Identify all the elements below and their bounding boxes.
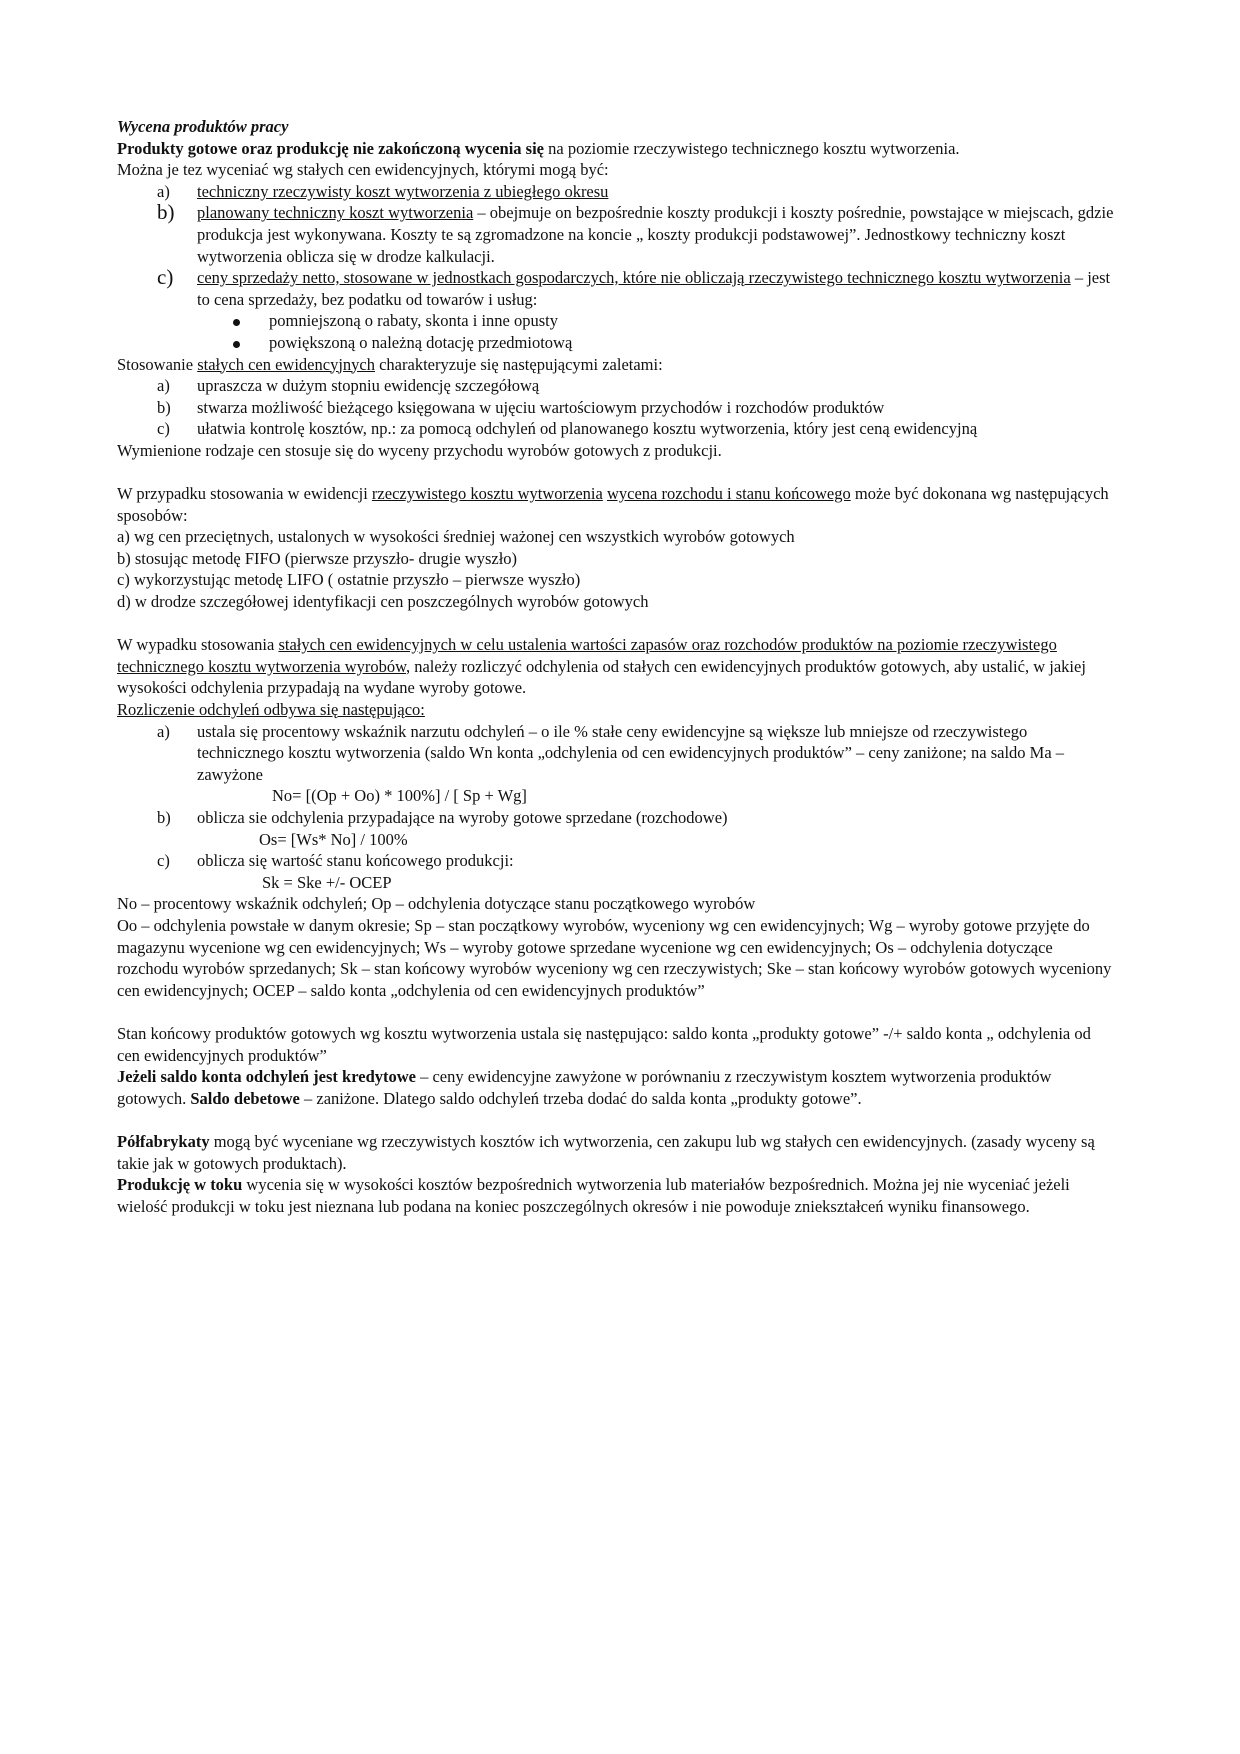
paragraph-fixed-prices: Można je tez wyceniać wg stałych cen ewidencyjnych, którymi mogą być: [117,160,609,180]
list-item: b) planowany techniczny koszt wytworzenia – obejmuje on bezpośrednie koszty produkcji i koszty pośrednie, powstające w miejscach, gdzie produkcja jest wykonywana. Koszty te są zgromadzone na koncie „ koszty produkcji podstawowej”. Jednostkowy techniczny koszt wytworzenia oblicza się w drodze kalkulacji. [157,200,1114,266]
list-item: c) oblicza się wartość stanu końcowego produkcji: [157,851,514,871]
method-item: c) wykorzystując metodę LIFO ( ostatnie przyszło – pierwsze wyszło) [117,570,581,590]
paragraph-intro: Produkty gotowe oraz produkcję nie zakończoną wycenia się na poziomie rzeczywistego technicznego kosztu wytworzenia. [117,138,960,158]
paragraph-credit-balance: Jeżeli saldo konta odchyleń jest kredytowe – ceny ewidencyjne zawyżone w porównaniu z rzeczywistym kosztem wytworzenia produktów gotowych. Saldo debetowe – zaniżone. Dlatego saldo odchyleń trzeba dodać do salda konta „produkty gotowe”. [117,1067,1052,1108]
paragraph-settlement-heading: Rozliczenie odchyleń odbywa się następująco: [117,700,425,720]
list-item: c) ceny sprzedaży netto, stosowane w jednostkach gospodarczych, które nie obliczają rzeczywistego technicznego kosztu wytworzenia – jest to cena sprzedaży, bez podatku od towarów i usług: [157,265,1111,309]
list-item: a) upraszcza w dużym stopniu ewidencję szczegółową [157,376,540,396]
list-item: a) techniczny rzeczywisty koszt wytworzenia z ubiegłego okresu [157,181,609,201]
list-item: a) ustala się procentowy wskaźnik narzutu odchyleń – o ile % stałe ceny ewidencyjne są większe lub mniejsze od rzeczywistego technicznego kosztu wytworzenia (saldo Wn konta „odchylenia od cen ewidencyjnych produktów” – ceny zaniżone; na saldo Ma – zawyżone [157,721,1065,784]
method-item: a) wg cen przeciętnych, ustalonych w wysokości średniej ważonej cen wszystkich wyrobów gotowych [117,527,795,547]
paragraph-work-in-progress: Produkcję w toku wycenia się w wysokości kosztów bezpośrednich wytworzenia lub materiałów bezpośrednich. Można jej nie wyceniać jeżeli wielość produkcji w toku jest nieznana lub podana na koniec poszczególnych okresów i nie powoduje zniekształceń wyniku finansowego. [117,1175,1070,1216]
paragraph-end-state: Stan końcowy produktów gotowych wg kosztu wytworzenia ustala się następująco: saldo konta „produkty gotowe” -/+ saldo konta „ odchylenia od cen ewidencyjnych produktów” [117,1023,1091,1065]
bullet-item: pomniejszoną o rabaty, skonta i inne opusty [230,310,1117,332]
method-item: b) stosując metodę FIFO (pierwsze przyszło- drugie wyszło) [117,548,518,568]
bullet-icon [230,310,269,332]
bullet-item: powiększoną o należną dotację przedmiotową [230,332,1117,354]
document-title: Wycena produktów pracy [117,117,289,136]
list-item: b) oblicza sie odchylenia przypadające na wyroby gotowe sprzedane (rozchodowe) [157,808,728,827]
formula-no: No= [(Op + Oo) * 100%] / [ Sp + Wg] [272,786,527,806]
list-item: c) ułatwia kontrolę kosztów, np.: za pomocą odchyleń od planowanego kosztu wytworzenia, który jest ceną ewidencyjną [157,419,978,439]
list-item: b) stwarza możliwość bieżącego księgowana w ujęciu wartościowym przychodów i rozchodów produktów [157,397,885,417]
paragraph-advantages: Stosowanie stałych cen ewidencyjnych charakteryzuje się następującymi zaletami: [117,354,663,374]
definitions-line: No – procentowy wskaźnik odchyleń; Op – odchylenia dotyczące stanu początkowego wyrobów [117,894,756,914]
paragraph-deviations: W wypadku stosowania stałych cen ewidencyjnych w celu ustalenia wartości zapasów oraz rozchodów produktów na poziomie rzeczywistego technicznego kosztu wytworzenia wyrobów, należy rozliczyć odchylenia od stałych cen ewidencyjnych produktów gotowych, aby ustalić, w jakiej wysokości odchylenia przypadają na wydane wyroby gotowe. [117,635,1086,698]
paragraph-semi-finished: Półfabrykaty mogą być wyceniane wg rzeczywistych kosztów ich wytworzenia, cen zakupu lub wg stałych cen ewidencyjnych. (zasady wyceny są takie jak w gotowych produktach). [117,1131,1095,1173]
bullet-icon [230,332,269,354]
formula-sk: Sk = Ske +/- OCEP [262,872,392,892]
paragraph-real-cost: W przypadku stosowania w ewidencji rzeczywistego kosztu wytworzenia wycena rozchodu i stanu końcowego może być dokonana wg następujących sposobów: [117,484,1109,525]
formula-os: Os= [Ws* No] / 100% [259,829,408,849]
definitions-block: Oo – odchylenia powstałe w danym okresie; Sp – stan początkowy wyrobów, wyceniony wg cen ewidencyjnych; Wg – wyroby gotowe przyjęte do magazynu wycenione wg cen ewidencyjnych; Ws – wyroby gotowe sprzedane wycenione wg cen ewidencyjnych; Os – odchylenia dotyczące rozchodu wyrobów sprzedanych; Sk – stan końcowy wyrobów wyceniony wg cen rzeczywistych; Ske – stan końcowy wyrobów gotowych wyceniony cen ewidencyjnych; OCEP – saldo konta „odchylenia od cen ewidencyjnych produktów” [117,915,1112,1000]
method-item: d) w drodze szczegółowej identyfikacji cen poszczególnych wyrobów gotowych [117,592,649,612]
paragraph-usage: Wymienione rodzaje cen stosuje się do wyceny przychodu wyrobów gotowych z produkcji. [117,440,722,460]
document-body [117,116,1117,1217]
